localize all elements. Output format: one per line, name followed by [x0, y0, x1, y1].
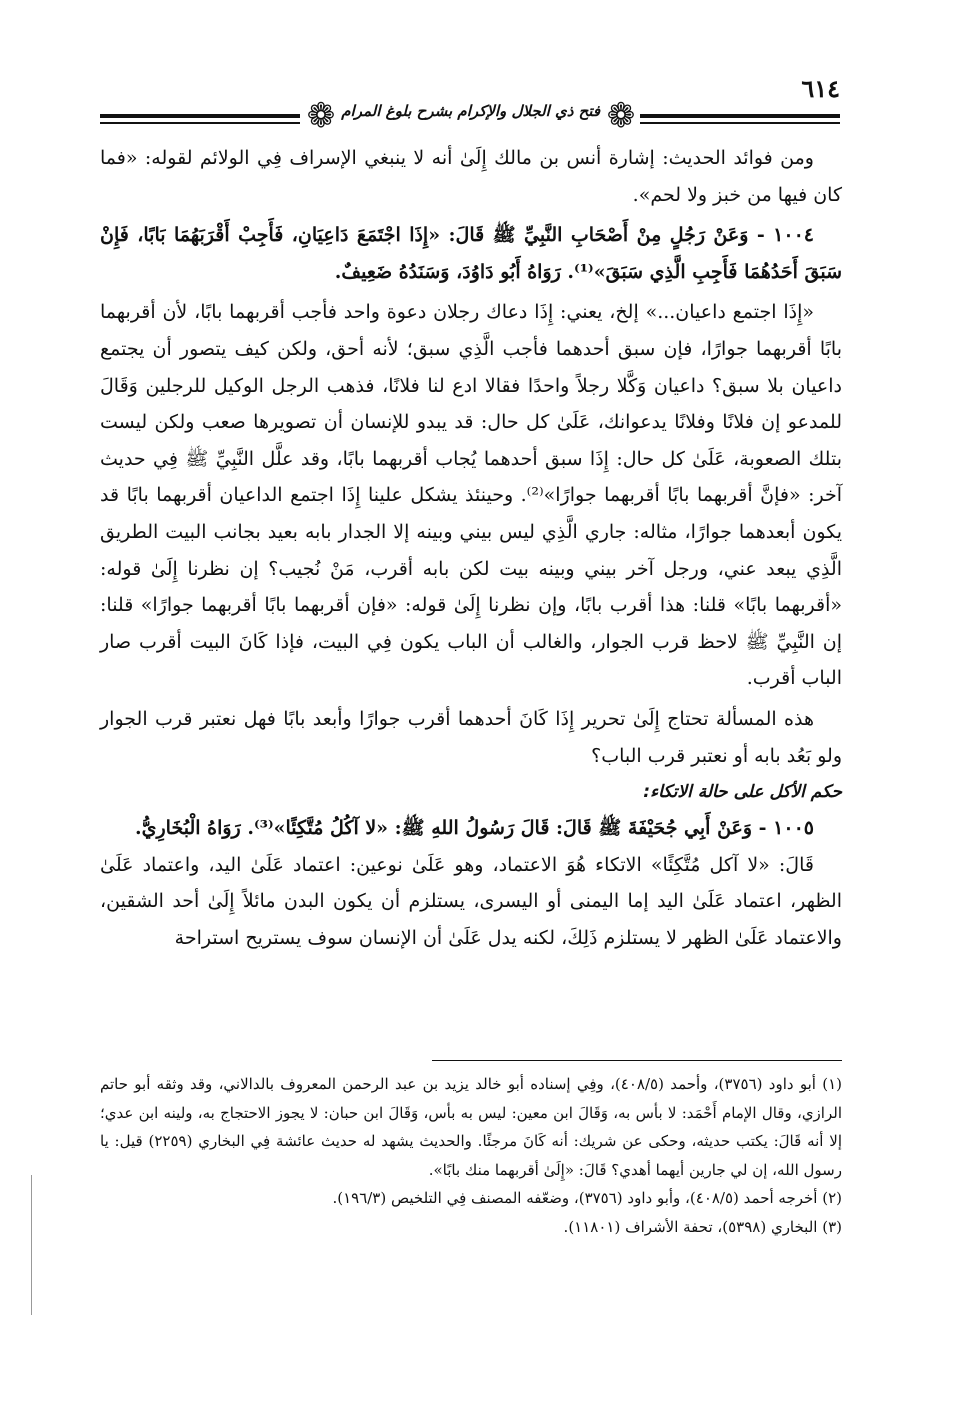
ornament-icon: ❁ [606, 96, 636, 136]
header-rule-right-thin [640, 122, 840, 124]
header-rule-left-thin [100, 122, 300, 124]
page-header [100, 72, 840, 142]
page-body [100, 140, 842, 956]
footnote-1: (١) أبو داود (٣٧٥٦)، وأحمد (٤٠٨/٥)، وفِي إسناده أبو خالد يزيد بن عبد الرحمن المعروف بالدالاني، وقد وثقه أبو حاتم الرازي، وقال الإمام أَحْمَد: لا بأس به، وَقَالَ ابن معين: ليس به بأس، وَقَالَ ابن حبان: لا يجوز الاحتجاج به، ولينه ابن عدي؛ إلا أنه قَالَ: يكتب حديثه، وحكى عن شريك: أنه كَانَ مرجئًا. والحديث يشهد له حديث عائشة فِي البخاري (٢٢٥٩) قيل: يا رسول الله، إن لي جارين أيهما أهدي؟ قَالَ: «إِلَىٰ أقربهما منك بابًا». [100, 1075, 843, 1179]
footnote-separator [432, 1060, 842, 1061]
paragraph: هذه المسألة تحتاج إِلَىٰ تحرير إِذَا كَانَ أحدهما أقرب جوارًا وأبعد بابًا فهل نعتبر قرب الجوار ولو بَعُد بابه أو نعتبر قرب الباب؟ [100, 707, 842, 767]
page-number: ٦١٤ [801, 74, 840, 103]
paragraph: قَالَ: «لا آكل مُتَّكِئًا» الاتكاء هُوَ الاعتماد، وهو عَلَىٰ نوعين: اعتماد عَلَىٰ اليد، واعتماد عَلَىٰ الظهر، اعتماد عَلَىٰ اليد إما اليمنى أو اليسرى، يستلزم أن يكون البدن مائلاً إِلَىٰ أحد الشقين، والاعتماد عَلَىٰ الظهر لا يستلزم ذَلِكَ، لكنه يدل عَلَىٰ أن الإنسان سوف يستريح استراحة [100, 853, 842, 949]
book-title: فتح ذي الجلال والإكرام بشرح بلوغ المرام [341, 102, 600, 120]
margin-mark [31, 1175, 32, 1315]
paragraph: ومن فوائد الحديث: إشارة أنس بن مالك إِلَىٰ أنه لا ينبغي الإسراف فِي الولائم لقوله: «فما كان فيها من خبز ولا لحم». [100, 147, 842, 206]
footnote-3: (٣) البخاري (٥٣٩٨)، تحفة الأشراف (١١٨٠١). [563, 1217, 842, 1236]
header-rule-left [100, 114, 300, 118]
section-heading: حكم الأكل على حالة الاتكاء: [643, 782, 842, 803]
hadith-1005: ١٠٠٥ - وَعَنْ أَبِي جُحَيْفَةَ ﷺ قَالَ: قَالَ رَسُولُ اللهِ ﷺ: «لا آكُلُ مُتَّكِئًا»⁽³⁾. رَوَاهُ الْبُخَارِيُّ. [135, 817, 814, 840]
header-rule-right [640, 114, 840, 118]
ornament-icon: ❁ [306, 96, 336, 136]
hadith-1004: ١٠٠٤ - وَعَنْ رَجُلٍ مِنْ أَصْحَابِ النَّبِيِّ ﷺ قَالَ: «إِذَا اجْتَمَعَ دَاعِيَانِ، فَأَجِبْ أَقْرَبَهُمَا بَابًا، فَإِنْ سَبَقَ أَحَدُهُمَا فَأَجِبِ الَّذِي سَبَقَ»⁽¹⁾. رَوَاهُ أَبُو دَاوُدَ، وَسَنَدُهُ ضَعِيفٌ. [100, 224, 842, 283]
footnote-2: (٢) أخرجه أحمد (٤٠٨/٥)، وأبو داود (٣٧٥٦)، وضعّفه المصنف فِي التلخيص (١٩٦/٣). [332, 1189, 842, 1207]
paragraph: «إِذَا اجتمع داعيان...» إلخ، يعني: إِذَا دعاك رجلان دعوة واحد فأجب أقربهما بابًا، لأن أقربهما بابًا أقربهما جوارًا، فإن سبق أحدهما فأجب الَّذِي سبق؛ لأنه أحق، ولكن كيف يتصور أن يجتمع داعيان بلا سبق؟ داعيان وَكَّلا رجلاً واحدًا فقالا ادع لنا فلانًا، فذهب الرجل الوكيل للرجلين وَقَالَ للمدعو إن فلانًا وفلانًا يدعوانك، عَلَىٰ كل حال: قد يبدو للإنسان أن تصويرها صعب ولكن ليست بتلك الصعوبة، عَلَىٰ كل حال: إِذَا سبق أحدهما يُجاب أقربهما بابًا، وقد علَّل النَّبِيِّ ﷺ فِي حديث آخر: «فإنَّ أقربهما بابًا أقربهما جوارًا»⁽²⁾. وحينئذ يشكل علينا إِذَا اجتمع الداعيان أقربهما بابًا قد يكون أبعدهما جوارًا، مثاله: جاري الَّذِي ليس بيني وبينه إلا الجدار بابه بعيد بجانب البيت الطريق الَّذِي يبعد عني، ورجل آخر بيني وبينه بيت لكن بابه أقرب، مَنْ نُجيب؟ إن نظرنا إِلَىٰ قوله: «أقربهما بابًا» قلنا: هذا أقرب بابًا، وإن نظرنا إِلَىٰ قوله: «فإن أقربهما بابًا أقربهما جوارًا» قلنا: إن النَّبِيِّ ﷺ لاحظ قرب الجوار، والغالب أن الباب يكون فِي البيت، فإذا كَانَ البيت أقرب صار الباب أقرب. [100, 301, 843, 690]
footnotes [100, 1070, 842, 1241]
